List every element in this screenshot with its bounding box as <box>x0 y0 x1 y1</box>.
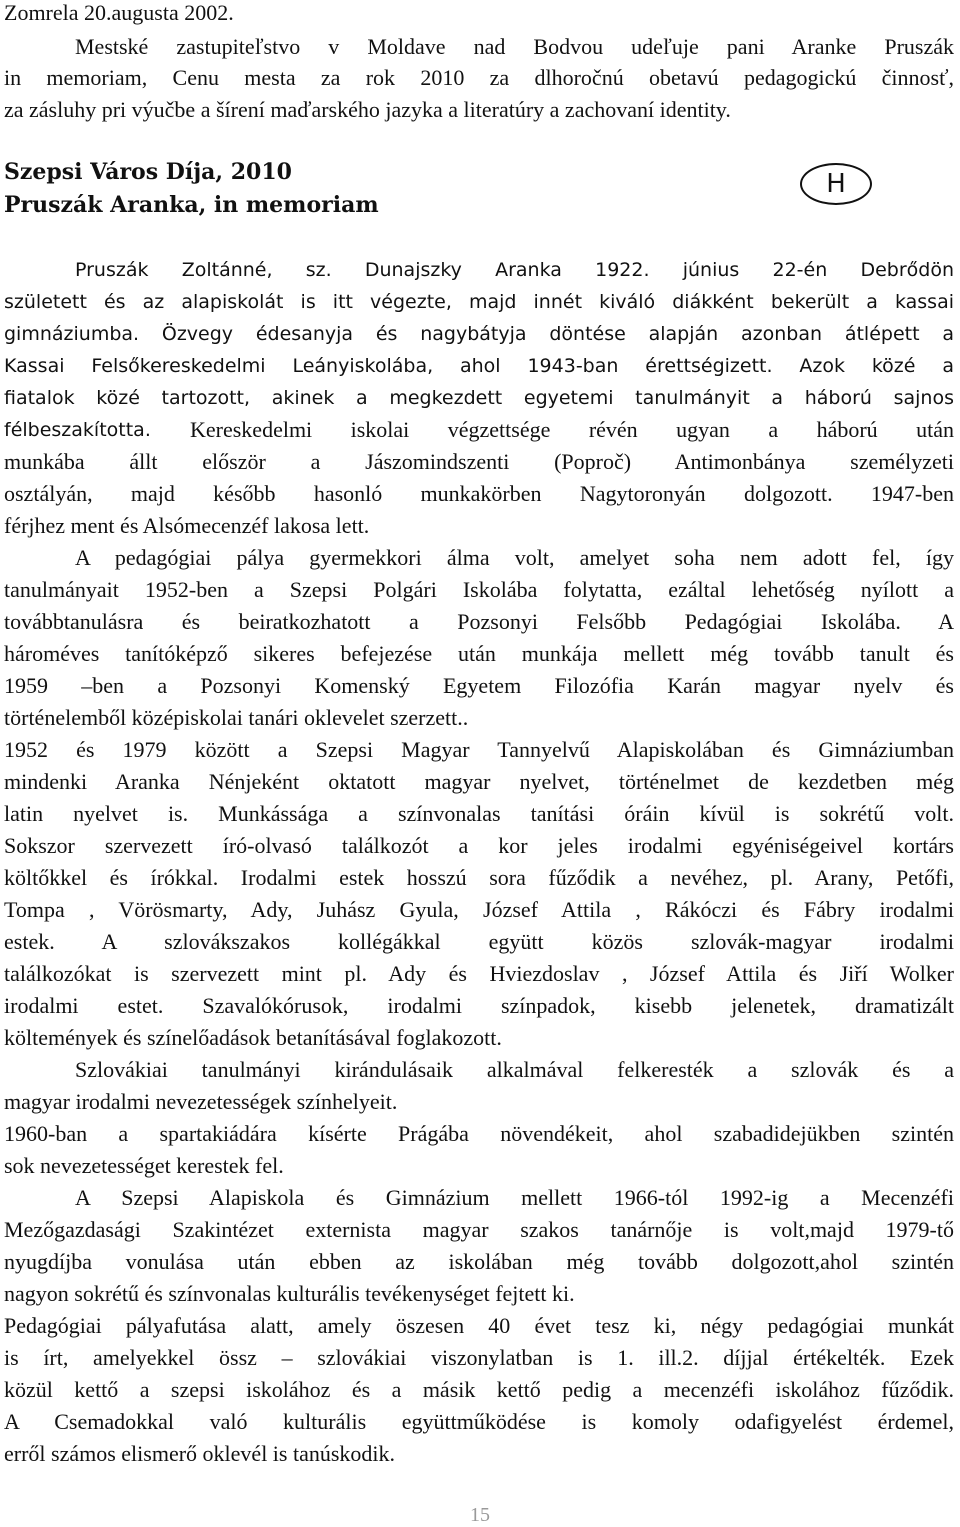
hungary-country-code-badge: H <box>800 163 872 205</box>
bio-line: nyugdíjba vonulása után ebben az iskolában még tovább dolgozott,ahol szintén <box>4 1249 954 1274</box>
bio-line: Pruszák Zoltánné, sz. Dunajszky Aranka 1922. június 22-én Debrődön <box>75 259 954 281</box>
bio-line: Kereskedelmi iskolai végzettsége révén ugyan a háború után <box>190 417 954 442</box>
bio-line: Tompa , Vörösmarty, Ady, Juhász Gyula, József Attila , Rákóczi és Fábry irodalmi <box>4 897 954 922</box>
bio-line: munkába állt először a Jászomindszenti (Poproč) Antimonbánya személyzeti <box>4 449 954 474</box>
bio-line: Kassai Felsőkereskedelmi Leányiskolába, ahol 1943-ban érettségizett. Azok közé a <box>4 355 954 377</box>
bio-line: A Szepsi Alapiskola és Gimnázium mellett 1966-tól 1992-ig a Mecenzéfi <box>75 1185 954 1210</box>
award-text-line: in memoriam, Cenu mesta za rok 2010 za dlhoročnú obetavú pedagogickú činnosť, <box>4 65 954 90</box>
bio-line: nagyon sokrétű és színvonalas kulturális tevékenységet fejtett ki. <box>4 1281 575 1306</box>
award-text-line: Mestské zastupiteľstvo v Moldave nad Bodvou udeľuje pani Aranke Pruszák <box>75 34 954 59</box>
award-text-line: za zásluhy pri výučbe a šírení maďarského jazyka a literatúry a zachovaní identity. <box>4 97 731 122</box>
bio-line: A Csemadokkal való kulturális együttműködése is komoly odafigyelést érdemel, <box>4 1409 954 1434</box>
award-heading-title: Szepsi Város Díja, 2010 <box>4 159 292 185</box>
bio-line: férjhez ment és Alsómecenzéf lakosa lett. <box>4 513 370 538</box>
bio-line: tanulmányait 1952-ben a Szepsi Polgári Iskolába folytatta, ezáltal lehetőség nyílott a <box>4 577 954 602</box>
bio-line: irodalmi estet. Szavalókórusok, irodalmi színpadok, kisebb jelenetek, dramatizált <box>4 993 954 1018</box>
bio-line: erről számos elismerő oklevél is tanúskodik. <box>4 1441 396 1466</box>
bio-line: A pedagógiai pálya gyermekkori álma volt, amelyet soha nem adott fel, így <box>75 545 954 570</box>
bio-line: Szlovákiai tanulmányi kirándulásaik alkalmával felkeresték a szlovák és a <box>75 1057 954 1082</box>
bio-line: találkozókat is szervezett mint pl. Ady és Hviezdoslav , József Attila és Jiří Wolker <box>4 961 954 986</box>
bio-line: mindenki Aranka Nénjeként oktatott magyar nyelvet, történelmet de kezdetben még <box>4 769 954 794</box>
bio-line: osztályán, majd később hasonló munkakörben Nagytoronyán dolgozott. 1947-ben <box>4 481 954 506</box>
bio-line: is írt, amelyekkel össz – szlovákiai viszonylatban is 1. ill.2. díjjal értékelték. Ezek <box>4 1345 954 1370</box>
bio-line: 1959 –ben a Pozsonyi Komenský Egyetem Filozófia Karán magyar nyelv és <box>4 673 954 698</box>
bio-line: fiatalok közé tartozott, akinek a megkezdett egyetemi tanulmányit a háború sajnos <box>4 387 954 409</box>
bio-line: latin nyelvet is. Munkássága a színvonalas tanítási óráin kívül is sokrétű volt. <box>4 801 954 826</box>
award-heading-name: Pruszák Aranka, in memoriam <box>4 192 379 218</box>
bio-line: félbeszakította. <box>4 419 151 441</box>
bio-line: született és az alapiskolát is itt végezte, majd innét kiváló diákként bekerült a kassai <box>4 291 954 313</box>
bio-line: magyar irodalmi nevezetességek színhelyeit. <box>4 1089 398 1114</box>
bio-line: 1960-ban a spartakiádára kísérte Prágába növendékeit, ahol szabadidejükben szintén <box>4 1121 954 1146</box>
death-date-line: Zomrela 20.augusta 2002. <box>4 0 234 25</box>
bio-line: gimnáziumba. Özvegy édesanyja és nagybátyja döntése alapján azonban átlépett a <box>4 323 954 345</box>
bio-line: Mezőgazdasági Szakintézet externista magyar szakos tanárnője is volt,majd 1979-tő <box>4 1217 954 1242</box>
bio-line: estek. A szlovákszakos kollégákkal együtt közös szlovák-magyar irodalmi <box>4 929 954 954</box>
bio-line: Pedagógiai pályafutása alatt, amely öszesen 40 évet tesz ki, négy pedagógiai munkát <box>4 1313 954 1338</box>
bio-line: költőkkel és írókkal. Irodalmi estek hosszú sora fűződik a nevéhez, pl. Arany, Petőfi, <box>4 865 954 890</box>
bio-line: költemények és színelőadások betanításával foglakozott. <box>4 1025 502 1050</box>
bio-line: hároméves tanítóképző sikeres befejezése után munkája mellett még tovább tanult és <box>4 641 954 666</box>
page-number: 15 <box>470 1504 490 1526</box>
bio-line: továbbtanulásra és beiratkozhatott a Pozsonyi Felsőbb Pedagógiai Iskolába. A <box>4 609 954 634</box>
bio-line: Sokszor szervezett író-olvasó találkozót a kor jeles irodalmi egyéniségeivel kortárs <box>4 833 954 858</box>
bio-line: sok nevezetességet kerestek fel. <box>4 1153 284 1178</box>
bio-line: közül kettő a szepsi iskolához és a másik kettő pedig a mecenzéfi iskolához fűződik. <box>4 1377 954 1402</box>
bio-line: 1952 és 1979 között a Szepsi Magyar Tannyelvű Alapiskolában és Gimnáziumban <box>4 737 954 762</box>
bio-line: történelemből középiskolai tanári oklevelet szerzett.. <box>4 705 469 730</box>
